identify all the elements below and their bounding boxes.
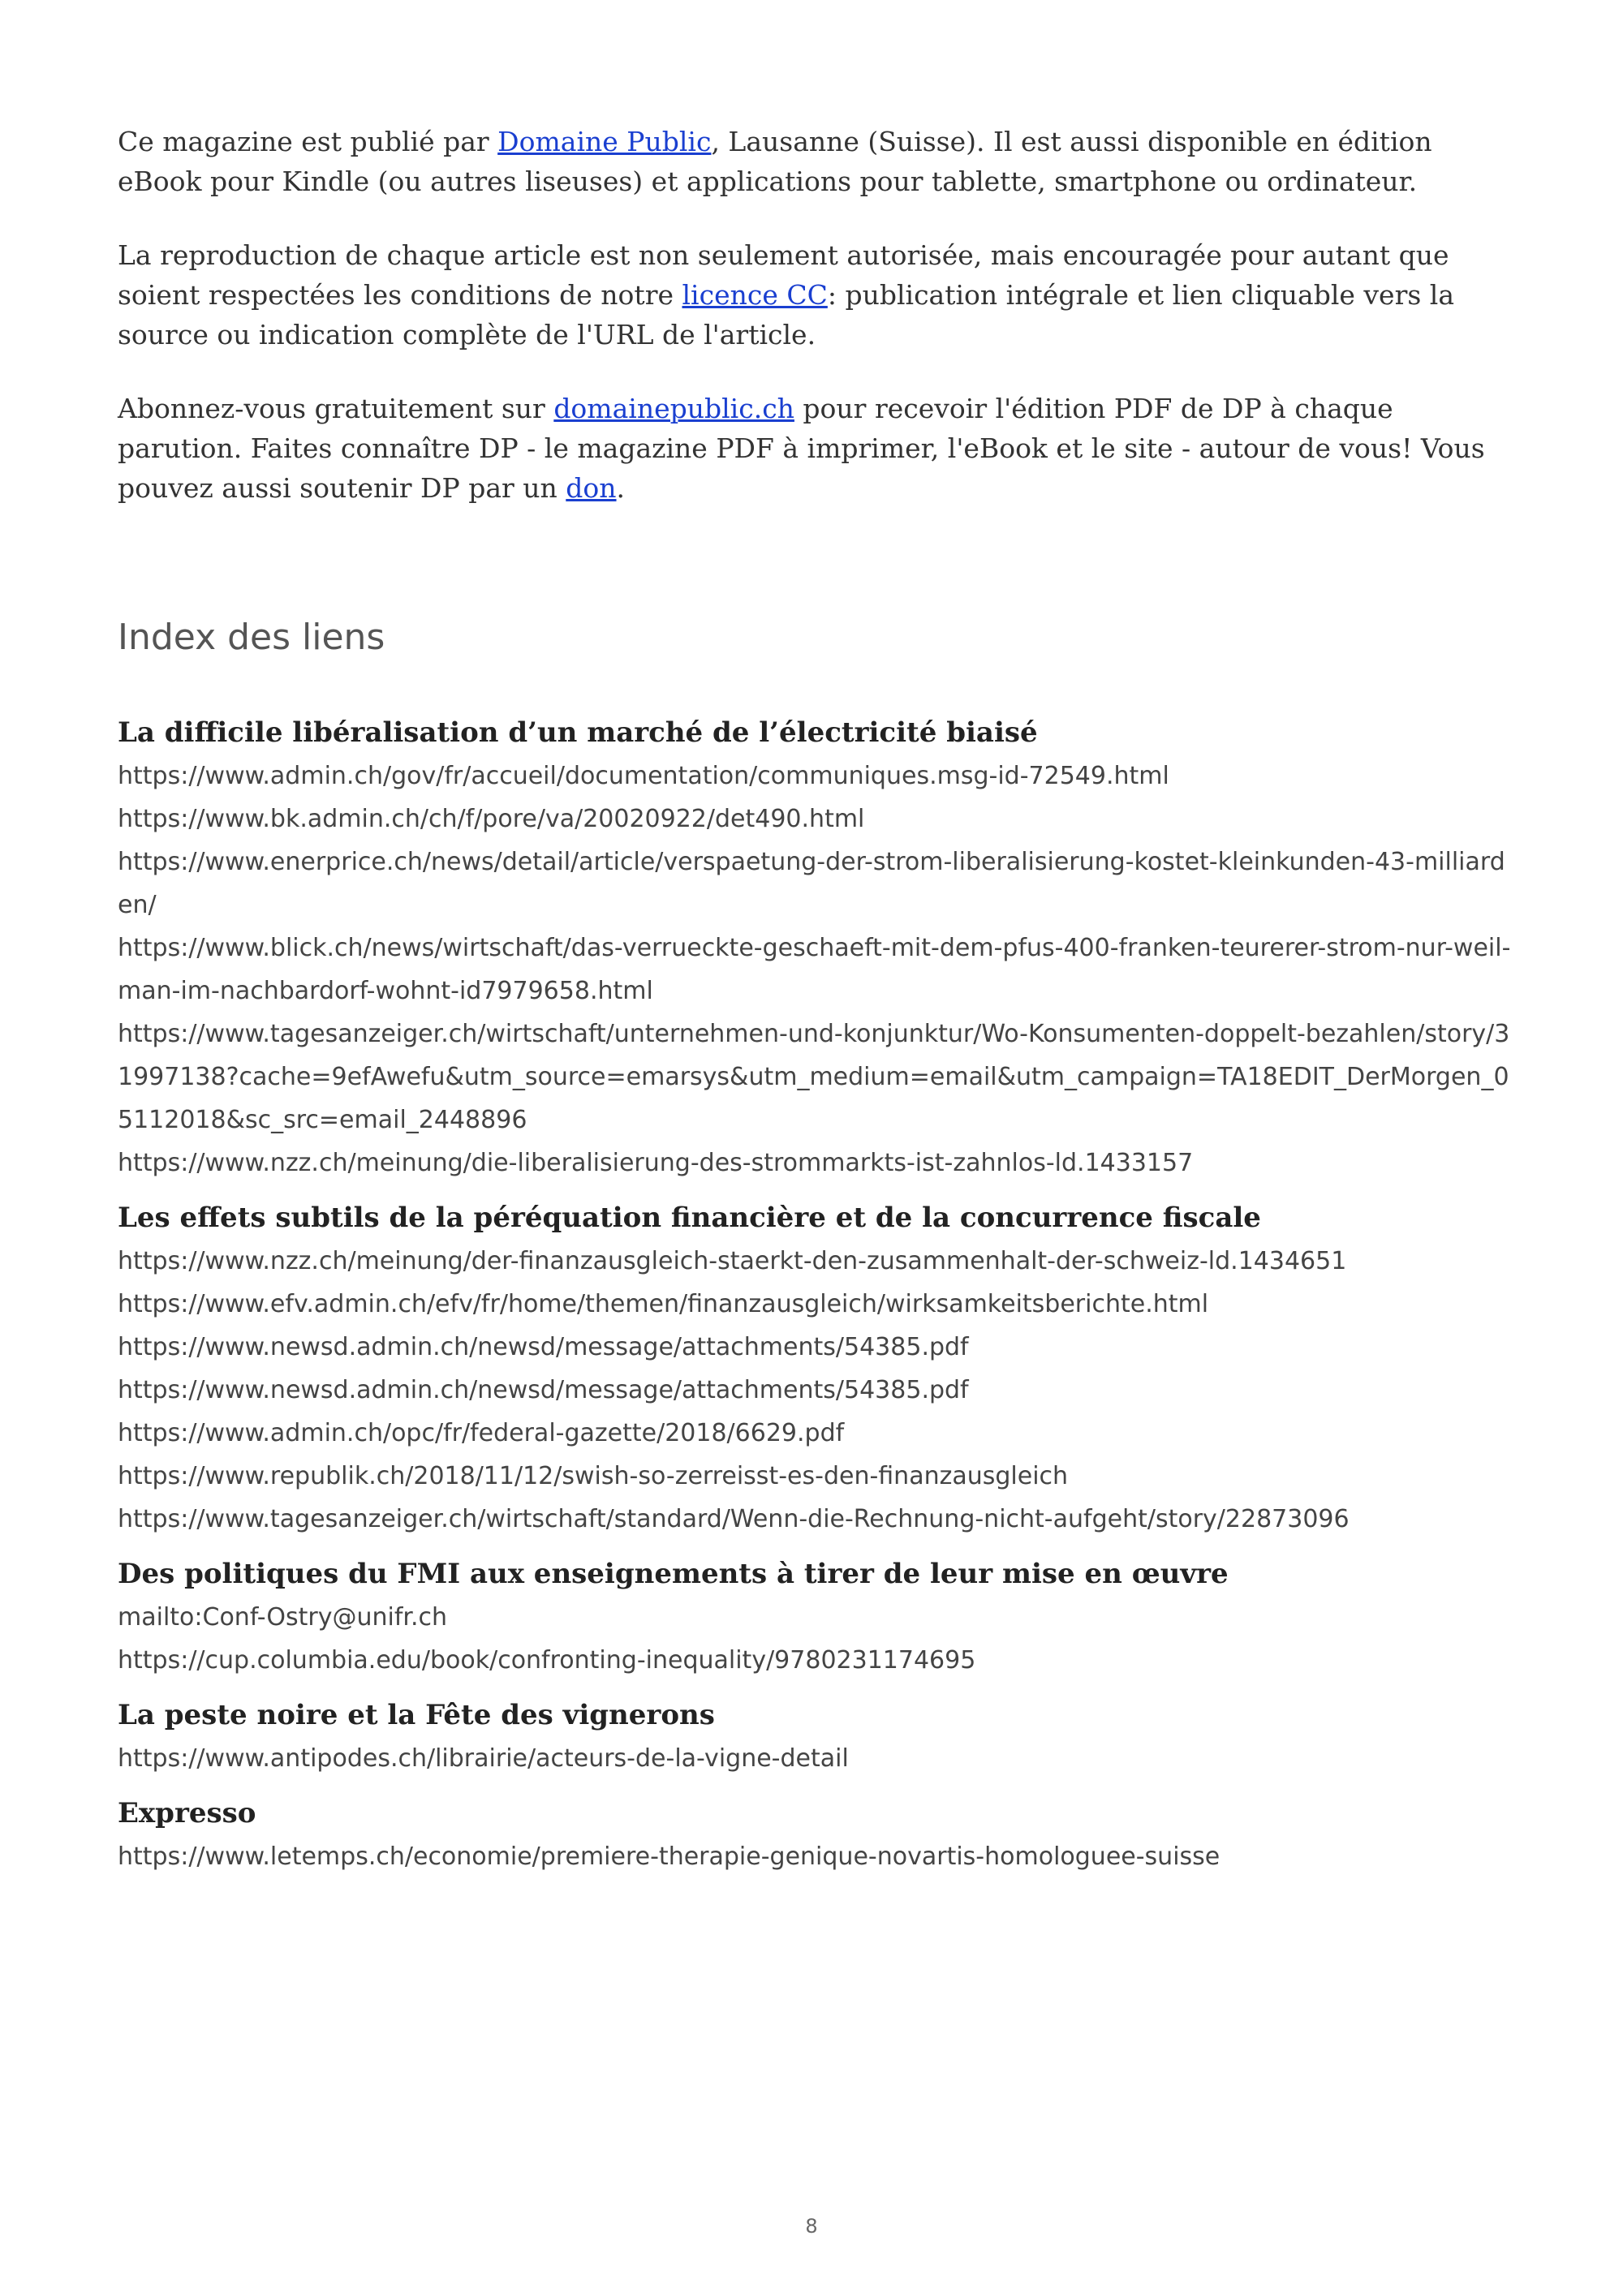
link-url[interactable]: https://www.nzz.ch/meinung/die-liberalisierung-des-strommarkts-ist-zahnlos-ld.1433157 xyxy=(118,1149,1194,1177)
link-url[interactable]: https://www.tagesanzeiger.ch/wirtschaft/standard/Wenn-die-Rechnung-nicht-aufgeht/story/22873096 xyxy=(118,1505,1350,1533)
intro-text: , Lausanne (Suisse). Il est aussi disponible en édition eBook pour Kindle (ou autres liseuses) et applications pour tablette, smartphone ou ordinateur. xyxy=(118,126,1432,197)
link-url[interactable]: https://www.republik.ch/2018/11/12/swish-so-zerreisst-es-den-finanzausgleich xyxy=(118,1462,1069,1490)
index-section xyxy=(118,1197,1513,1541)
intro-text: pour recevoir l'édition PDF de DP à chaque parution. Faites connaître DP - le magazine PDF à imprimer, l'eBook et le site - autour de vous! Vous pouvez aussi soutenir DP par un xyxy=(118,393,1485,504)
link-url[interactable]: https://www.blick.ch/news/wirtschaft/das-verrueckte-geschaeft-mit-dem-pfus-400-franken-teurerer-strom-nur-weil-man-im-nachbardorf-wohnt-id7979658.html xyxy=(118,934,1511,1005)
intro-paragraph-reproduction xyxy=(118,235,1513,355)
intro-text: Ce magazine est publié par xyxy=(118,126,498,157)
link-url[interactable]: https://www.newsd.admin.ch/newsd/message/attachments/54385.pdf xyxy=(118,1376,969,1404)
section-title: La peste noire et la Fête des vignerons xyxy=(118,1699,715,1731)
index-section xyxy=(118,1695,1513,1780)
link-index xyxy=(118,712,1513,1878)
link-url[interactable]: https://www.tagesanzeiger.ch/wirtschaft/unternehmen-und-konjunktur/Wo-Konsumenten-doppelt-bezahlen/story/31997138?cache=9efAwefu&utm_source=emarsys&utm_medium=email&utm_campaign=TA18EDIT_DerMorgen_05112018&sc_src=email_2448896 xyxy=(118,1020,1510,1134)
link-url[interactable]: https://www.letemps.ch/economie/premiere-therapie-genique-novartis-homologuee-suisse xyxy=(118,1842,1220,1871)
section-title: Les effets subtils de la péréquation financière et de la concurrence fiscale xyxy=(118,1202,1261,1234)
link-url[interactable]: https://www.antipodes.ch/librairie/acteurs-de-la-vigne-detail xyxy=(118,1744,849,1773)
link-url[interactable]: https://www.admin.ch/opc/fr/federal-gazette/2018/6629.pdf xyxy=(118,1419,845,1447)
link-url[interactable]: mailto:Conf-Ostry@unifr.ch xyxy=(118,1603,448,1632)
section-title: Expresso xyxy=(118,1797,256,1829)
domainepublic-link[interactable]: domainepublic.ch xyxy=(553,393,794,424)
domaine-public-link[interactable]: Domaine Public xyxy=(497,126,712,157)
link-url[interactable]: https://www.nzz.ch/meinung/der-finanzausgleich-staerkt-den-zusammenhalt-der-schweiz-ld.1434651 xyxy=(118,1247,1347,1275)
link-url[interactable]: https://www.bk.admin.ch/ch/f/pore/va/20020922/det490.html xyxy=(118,805,865,833)
index-section xyxy=(118,712,1513,1185)
index-title: Index des liens xyxy=(118,617,385,658)
index-section xyxy=(118,1793,1513,1878)
section-title: Des politiques du FMI aux enseignements à tirer de leur mise en œuvre xyxy=(118,1558,1229,1590)
intro-paragraph-subscribe xyxy=(118,389,1513,508)
index-section xyxy=(118,1554,1513,1682)
page-number: 8 xyxy=(805,2215,818,2238)
link-url[interactable]: https://www.newsd.admin.ch/newsd/message/attachments/54385.pdf xyxy=(118,1333,969,1361)
intro-text: : publication intégrale et lien cliquable vers la source ou indication complète de l'URL de l'article. xyxy=(118,279,1455,350)
link-url[interactable]: https://www.admin.ch/gov/fr/accueil/documentation/communiques.msg-id-72549.html xyxy=(118,762,1169,790)
don-link[interactable]: don xyxy=(566,472,617,504)
link-url[interactable]: https://cup.columbia.edu/book/confronting-inequality/9780231174695 xyxy=(118,1646,976,1675)
link-url[interactable]: https://www.efv.admin.ch/efv/fr/home/themen/finanzausgleich/wirksamkeitsberichte.html xyxy=(118,1290,1209,1318)
intro-text: Abonnez-vous gratuitement sur xyxy=(118,393,554,424)
licence-cc-link[interactable]: licence CC xyxy=(682,279,828,311)
section-title: La difficile libéralisation d’un marché de l’électricité biaisé xyxy=(118,716,1038,749)
intro-text: . xyxy=(616,472,626,504)
link-url[interactable]: https://www.enerprice.ch/news/detail/article/verspaetung-der-strom-liberalisierung-kostet-kleinkunden-43-milliarden/ xyxy=(118,848,1505,919)
page-content xyxy=(118,122,1513,1891)
intro-paragraph-publisher xyxy=(118,122,1513,201)
intro-text: La reproduction de chaque article est non seulement autorisée, mais encouragée pour autant que soient respectées les conditions de notre xyxy=(118,239,1449,311)
